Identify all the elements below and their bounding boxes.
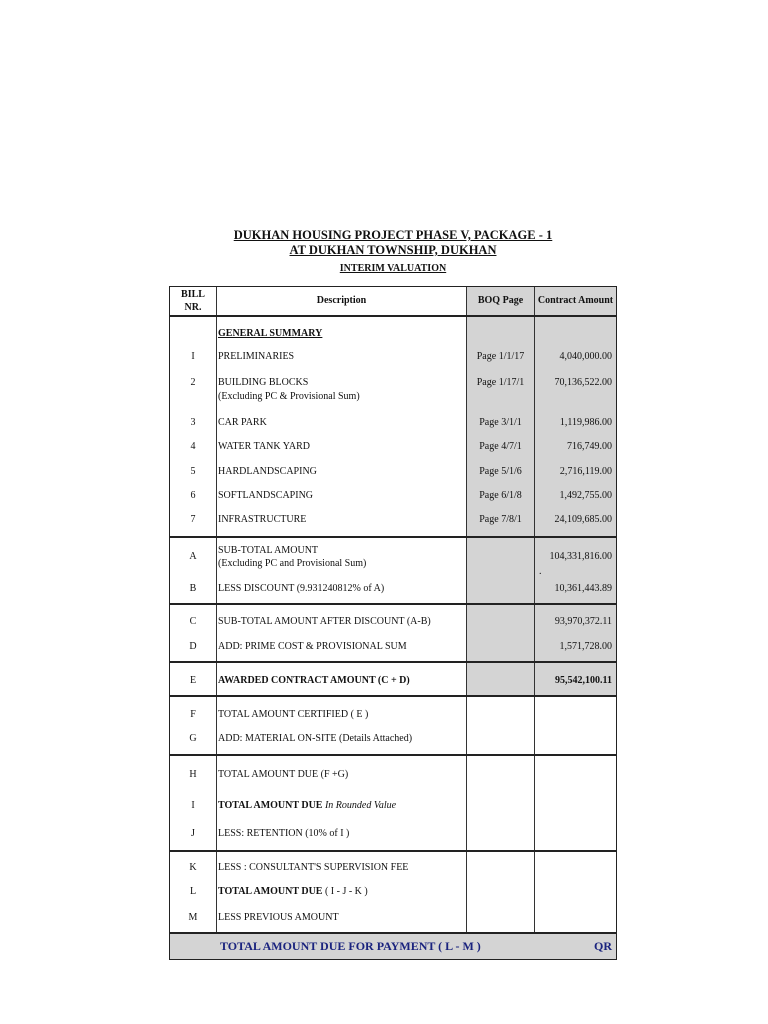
row-a-label: A bbox=[189, 551, 197, 562]
item-number: 2 bbox=[190, 377, 196, 388]
row-f-label: F bbox=[190, 709, 196, 720]
item-description: BUILDING BLOCKS bbox=[218, 377, 309, 388]
row-b-amount: 10,361,443.89 bbox=[554, 583, 612, 594]
item-amount: 1,492,755.00 bbox=[559, 490, 612, 501]
stray-mark: . bbox=[539, 566, 542, 577]
row-l-description bbox=[218, 886, 368, 898]
document-title-line1: DUKHAN HOUSING PROJECT PHASE V, PACKAGE - 1 bbox=[233, 228, 553, 242]
item-description: PRELIMINARIES bbox=[218, 351, 295, 362]
total-payment-label: TOTAL AMOUNT DUE FOR PAYMENT ( L - M ) bbox=[220, 939, 481, 953]
item-amount: 1,119,986.00 bbox=[559, 417, 612, 428]
row-g-label: G bbox=[189, 733, 197, 744]
header-boq-page: BOQ Page bbox=[477, 295, 524, 306]
item-number: 6 bbox=[190, 490, 196, 501]
row-b-description: LESS DISCOUNT (9.931240812% of A) bbox=[218, 583, 385, 594]
item-boq-page: Page 3/1/1 bbox=[479, 417, 522, 428]
row-g-description: ADD: MATERIAL ON-SITE (Details Attached) bbox=[218, 733, 413, 744]
row-c-label: C bbox=[189, 616, 197, 627]
row-k-label: K bbox=[189, 862, 197, 873]
row-d-amount: 1,571,728.00 bbox=[559, 641, 612, 652]
document-title-line2: AT DUKHAN TOWNSHIP, DUKHAN bbox=[289, 243, 497, 257]
item-description: WATER TANK YARD bbox=[218, 441, 310, 452]
row-d-description: ADD: PRIME COST & PROVISIONAL SUM bbox=[218, 641, 407, 652]
header-description: Description bbox=[316, 295, 367, 306]
row-h-label: H bbox=[189, 769, 197, 780]
row-l-description-suffix: ( I - J - K ) bbox=[324, 886, 368, 897]
item-description: SOFTLANDSCAPING bbox=[218, 490, 314, 501]
row-i-label: I bbox=[191, 800, 195, 811]
valuation-table bbox=[169, 286, 617, 960]
item-amount: 2,716,119.00 bbox=[559, 466, 612, 477]
row-a-amount: 104,331,816.00 bbox=[549, 551, 612, 562]
item-amount: 716,749.00 bbox=[567, 441, 612, 452]
row-c-description: SUB-TOTAL AMOUNT AFTER DISCOUNT (A-B) bbox=[218, 616, 431, 627]
currency-label: QR bbox=[594, 939, 612, 953]
item-amount: 24,109,685.00 bbox=[554, 514, 612, 525]
item-description: CAR PARK bbox=[218, 417, 267, 428]
item-boq-page: Page 5/1/6 bbox=[479, 466, 522, 477]
boq-column-shade bbox=[467, 317, 616, 696]
row-e-amount: 95,542,100.11 bbox=[555, 675, 612, 686]
row-b-label: B bbox=[189, 583, 197, 594]
row-l-label: L bbox=[189, 886, 197, 897]
header-bill-nr-line1: BILL bbox=[181, 289, 205, 300]
row-i-description-italic: In Rounded Value bbox=[324, 800, 397, 811]
item-number: 7 bbox=[190, 514, 196, 525]
row-k-description: LESS : CONSULTANT'S SUPERVISION FEE bbox=[218, 862, 409, 873]
item-number: 4 bbox=[190, 441, 196, 452]
item-amount: 70,136,522.00 bbox=[554, 377, 612, 388]
row-m-label: M bbox=[188, 912, 198, 923]
item-description-note: (Excluding PC & Provisional Sum) bbox=[218, 391, 360, 402]
general-summary-heading: GENERAL SUMMARY bbox=[218, 328, 323, 339]
item-number: I bbox=[191, 351, 195, 362]
document-subtitle: INTERIM VALUATION bbox=[339, 263, 447, 274]
row-a-description: SUB-TOTAL AMOUNT bbox=[218, 545, 319, 556]
row-j-label: J bbox=[191, 828, 195, 839]
row-h-description: TOTAL AMOUNT DUE (F +G) bbox=[218, 769, 349, 780]
row-i-description bbox=[218, 800, 396, 812]
row-d-label: D bbox=[189, 641, 197, 652]
row-e-description: AWARDED CONTRACT AMOUNT (C + D) bbox=[218, 675, 410, 686]
item-description: INFRASTRUCTURE bbox=[218, 514, 307, 525]
item-boq-page: Page 7/8/1 bbox=[479, 514, 522, 525]
item-boq-page: Page 4/7/1 bbox=[479, 441, 522, 452]
item-boq-page: Page 6/1/8 bbox=[479, 490, 522, 501]
row-m-description: LESS PREVIOUS AMOUNT bbox=[218, 912, 339, 923]
row-c-amount: 93,970,372.11 bbox=[554, 616, 612, 627]
item-amount: 4,040,000.00 bbox=[559, 351, 612, 362]
item-description: HARDLANDSCAPING bbox=[218, 466, 317, 477]
row-i-description-text: TOTAL AMOUNT DUE bbox=[218, 800, 323, 811]
row-f-description: TOTAL AMOUNT CERTIFIED ( E ) bbox=[218, 709, 369, 720]
header-contract-amount: Contract Amount bbox=[537, 295, 614, 306]
item-boq-page: Page 1/1/17 bbox=[476, 351, 525, 362]
header-bill-nr-line2: NR. bbox=[184, 302, 202, 313]
item-number: 3 bbox=[190, 417, 196, 428]
item-boq-page: Page 1/17/1 bbox=[476, 377, 525, 388]
row-j-description: LESS: RETENTION (10% of I ) bbox=[218, 828, 350, 839]
row-e-label: E bbox=[189, 675, 197, 686]
row-l-description-text: TOTAL AMOUNT DUE bbox=[218, 886, 323, 897]
row-a-description-note: (Excluding PC and Provisional Sum) bbox=[218, 558, 367, 569]
item-number: 5 bbox=[190, 466, 196, 477]
